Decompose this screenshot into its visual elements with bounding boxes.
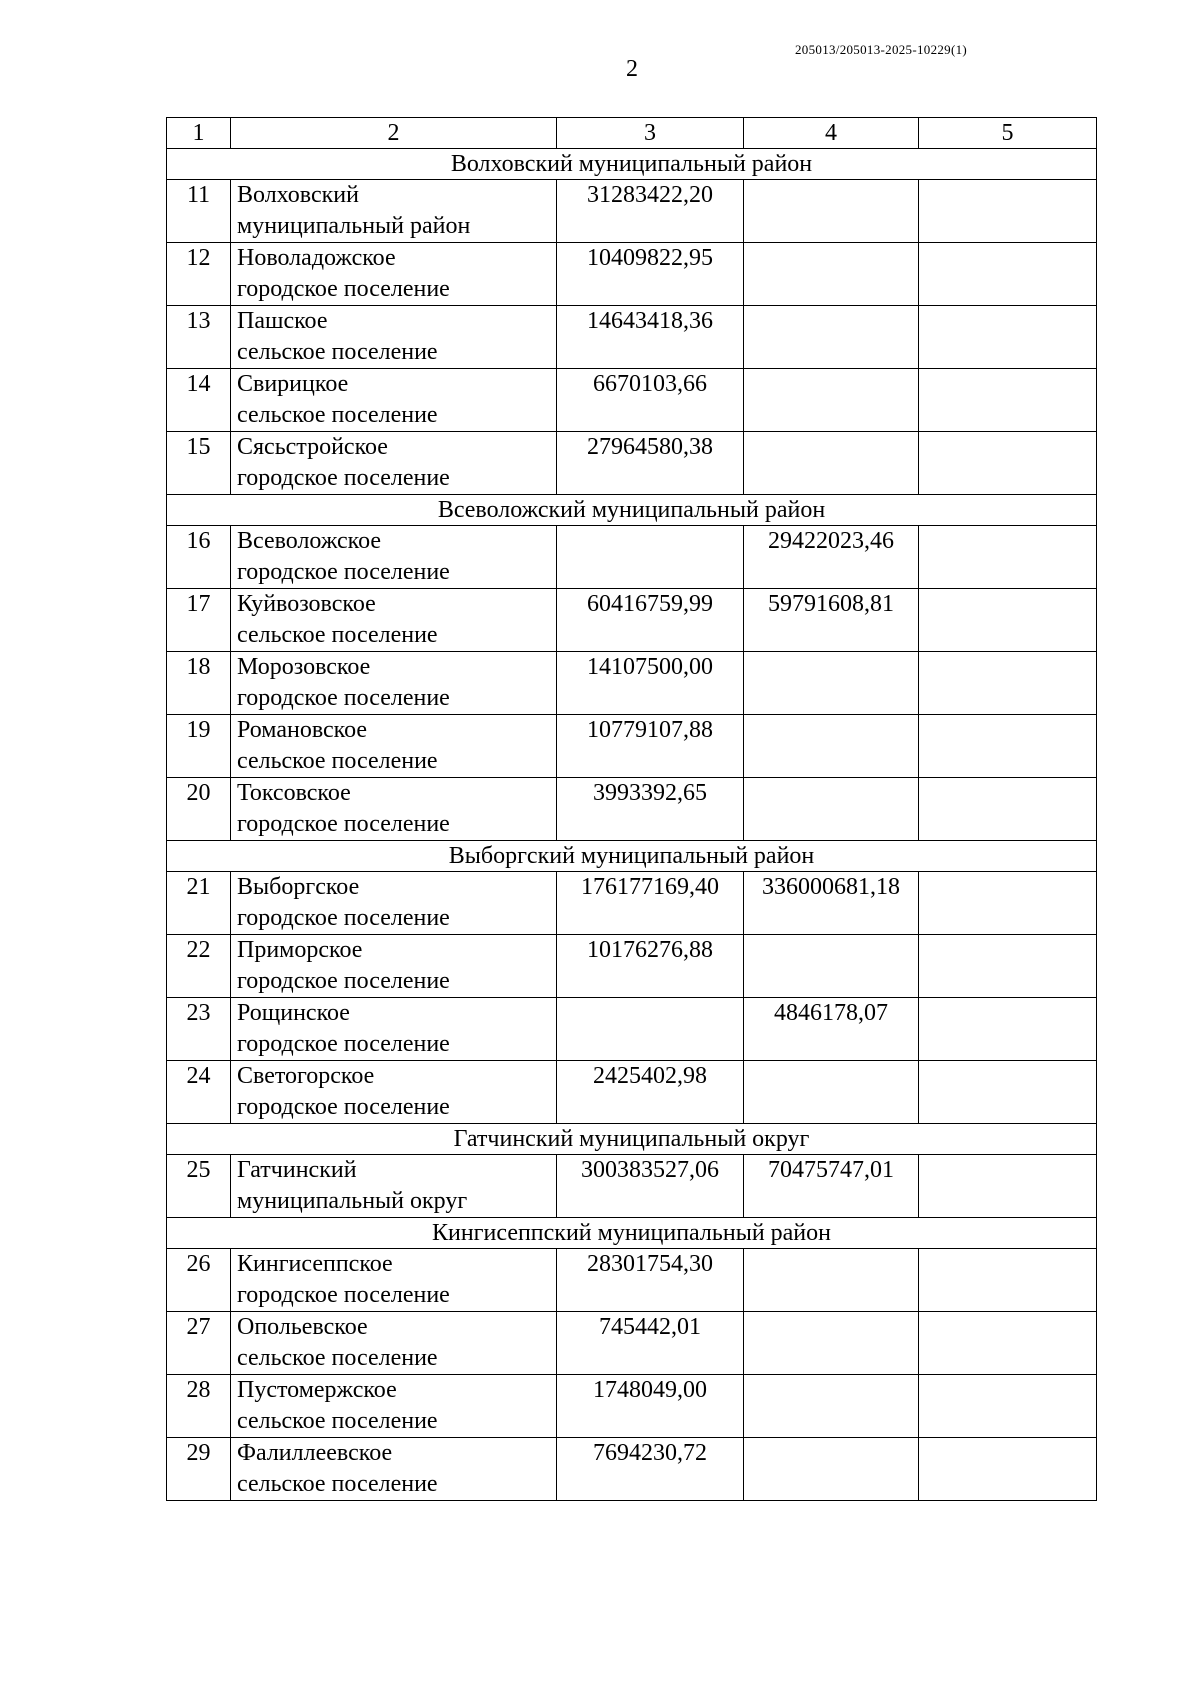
municipality-name-cell (231, 1312, 557, 1375)
amount-column-3-cell: 1748049,00 (557, 1375, 744, 1438)
municipality-name-cell (231, 1061, 557, 1124)
municipality-name-cell (231, 369, 557, 432)
municipality-name: Пашское (237, 308, 328, 334)
amount-column-3-cell: 10779107,88 (557, 715, 744, 778)
amount-column-5-cell (919, 306, 1097, 369)
table-row (167, 306, 1097, 369)
municipality-type: городское поселение (237, 559, 450, 585)
amount-column-5-cell (919, 715, 1097, 778)
municipality-name: Опольевское (237, 1314, 368, 1340)
amount-column-5-cell (919, 652, 1097, 715)
municipality-name-cell (231, 998, 557, 1061)
amount-column-5-cell (919, 935, 1097, 998)
amount-column-4-cell (744, 432, 919, 495)
municipality-name-cell (231, 589, 557, 652)
municipality-type: муниципальный район (237, 213, 471, 239)
amount-column-4-cell (744, 306, 919, 369)
municipality-type: сельское поселение (237, 1471, 438, 1497)
amount-column-5-cell (919, 1061, 1097, 1124)
amount-column-3-cell: 60416759,99 (557, 589, 744, 652)
municipality-name: Приморское (237, 937, 363, 963)
table-row (167, 432, 1097, 495)
municipality-name-cell (231, 715, 557, 778)
amount-column-5-cell (919, 369, 1097, 432)
municipality-name-cell (231, 872, 557, 935)
table-row (167, 1312, 1097, 1375)
amount-column-4-cell (744, 243, 919, 306)
amount-column-5-cell (919, 432, 1097, 495)
table-row (167, 369, 1097, 432)
table-row (167, 998, 1097, 1061)
municipality-name: Кингисеппское (237, 1251, 393, 1277)
amount-column-4-cell (744, 935, 919, 998)
amount-column-3-cell: 14107500,00 (557, 652, 744, 715)
municipality-name-cell (231, 935, 557, 998)
district-title: Всеволожский муниципальный район (167, 495, 1097, 526)
municipality-name: Рощинское (237, 1000, 350, 1026)
table-row (167, 1249, 1097, 1312)
amount-column-4-cell (744, 778, 919, 841)
municipality-name: Новоладожское (237, 245, 396, 271)
municipality-type: сельское поселение (237, 1408, 438, 1434)
amount-column-5-cell (919, 1312, 1097, 1375)
amount-column-3-cell (557, 998, 744, 1061)
column-header-3: 3 (557, 118, 744, 149)
amount-column-3-cell: 6670103,66 (557, 369, 744, 432)
column-number-header-row (167, 118, 1097, 149)
municipality-name: Сясьстройское (237, 434, 388, 460)
table-row (167, 715, 1097, 778)
row-number-cell: 19 (167, 715, 231, 778)
municipality-type: сельское поселение (237, 748, 438, 774)
municipality-name: Светогорское (237, 1063, 375, 1089)
municipality-name-cell (231, 1249, 557, 1312)
amount-column-3-cell: 2425402,98 (557, 1061, 744, 1124)
amount-column-3-cell: 300383527,06 (557, 1155, 744, 1218)
amount-column-4-cell: 336000681,18 (744, 872, 919, 935)
district-title: Волховский муниципальный район (167, 149, 1097, 180)
row-number-cell: 12 (167, 243, 231, 306)
amount-column-4-cell (744, 1312, 919, 1375)
municipality-name: Всеволожское (237, 528, 382, 554)
table-row (167, 589, 1097, 652)
amount-column-5-cell (919, 998, 1097, 1061)
district-title: Выборгский муниципальный район (167, 841, 1097, 872)
municipality-type: сельское поселение (237, 402, 438, 428)
municipality-type: городское поселение (237, 1031, 450, 1057)
municipality-name: Пустомержское (237, 1377, 397, 1403)
municipality-type: городское поселение (237, 465, 450, 491)
amount-column-3-cell: 3993392,65 (557, 778, 744, 841)
row-number-cell: 21 (167, 872, 231, 935)
district-group-row (167, 1218, 1097, 1249)
allocation-table (166, 117, 1097, 1501)
table-row (167, 243, 1097, 306)
municipality-name-cell (231, 1375, 557, 1438)
row-number-cell: 24 (167, 1061, 231, 1124)
amount-column-4-cell: 70475747,01 (744, 1155, 919, 1218)
row-number-cell: 14 (167, 369, 231, 432)
amount-column-5-cell (919, 243, 1097, 306)
municipality-name-cell (231, 1155, 557, 1218)
table-row (167, 526, 1097, 589)
municipality-type: городское поселение (237, 1282, 450, 1308)
municipality-type: муниципальный округ (237, 1188, 468, 1214)
table-row (167, 652, 1097, 715)
municipality-type: городское поселение (237, 811, 450, 837)
municipality-name-cell (231, 1438, 557, 1501)
table-row (167, 1375, 1097, 1438)
amount-column-4-cell (744, 1375, 919, 1438)
amount-column-4-cell (744, 652, 919, 715)
district-title: Гатчинский муниципальный округ (167, 1124, 1097, 1155)
municipality-name: Токсовское (237, 780, 351, 806)
row-number-cell: 16 (167, 526, 231, 589)
municipality-type: городское поселение (237, 685, 450, 711)
row-number-cell: 26 (167, 1249, 231, 1312)
row-number-cell: 28 (167, 1375, 231, 1438)
municipality-name: Морозовское (237, 654, 371, 680)
municipality-name-cell (231, 432, 557, 495)
municipality-name: Романовское (237, 717, 368, 743)
district-group-row (167, 841, 1097, 872)
column-header-2: 2 (231, 118, 557, 149)
amount-column-3-cell: 28301754,30 (557, 1249, 744, 1312)
municipality-name-cell (231, 778, 557, 841)
row-number-cell: 25 (167, 1155, 231, 1218)
table-row (167, 935, 1097, 998)
municipality-type: городское поселение (237, 905, 450, 931)
district-group-row (167, 495, 1097, 526)
amount-column-5-cell (919, 526, 1097, 589)
column-header-1: 1 (167, 118, 231, 149)
amount-column-3-cell: 27964580,38 (557, 432, 744, 495)
row-number-cell: 29 (167, 1438, 231, 1501)
municipality-name-cell (231, 652, 557, 715)
amount-column-4-cell: 4846178,07 (744, 998, 919, 1061)
district-title: Кингисеппский муниципальный район (167, 1218, 1097, 1249)
amount-column-5-cell (919, 1375, 1097, 1438)
amount-column-3-cell: 10409822,95 (557, 243, 744, 306)
page-number: 2 (626, 56, 638, 82)
amount-column-3-cell (557, 526, 744, 589)
municipality-type: городское поселение (237, 276, 450, 302)
table-row (167, 778, 1097, 841)
municipality-name: Волховский (237, 182, 359, 208)
municipality-name-cell (231, 526, 557, 589)
district-group-row (167, 1124, 1097, 1155)
amount-column-5-cell (919, 180, 1097, 243)
row-number-cell: 27 (167, 1312, 231, 1375)
amount-column-5-cell (919, 778, 1097, 841)
amount-column-3-cell: 745442,01 (557, 1312, 744, 1375)
row-number-cell: 17 (167, 589, 231, 652)
municipality-name: Гатчинский (237, 1157, 357, 1183)
amount-column-4-cell: 59791608,81 (744, 589, 919, 652)
amount-column-4-cell (744, 1061, 919, 1124)
amount-column-5-cell (919, 1155, 1097, 1218)
row-number-cell: 20 (167, 778, 231, 841)
district-group-row (167, 149, 1097, 180)
municipality-type: сельское поселение (237, 339, 438, 365)
amount-column-4-cell (744, 369, 919, 432)
municipality-name-cell (231, 243, 557, 306)
amount-column-4-cell (744, 1249, 919, 1312)
amount-column-3-cell: 10176276,88 (557, 935, 744, 998)
municipality-name: Куйвозовское (237, 591, 376, 617)
amount-column-4-cell: 29422023,46 (744, 526, 919, 589)
municipality-name: Фалиллеевское (237, 1440, 393, 1466)
municipality-name: Свирицкое (237, 371, 349, 397)
amount-column-3-cell: 176177169,40 (557, 872, 744, 935)
row-number-cell: 11 (167, 180, 231, 243)
municipality-type: городское поселение (237, 968, 450, 994)
amount-column-3-cell: 14643418,36 (557, 306, 744, 369)
amount-column-5-cell (919, 1438, 1097, 1501)
row-number-cell: 22 (167, 935, 231, 998)
column-header-5: 5 (919, 118, 1097, 149)
amount-column-5-cell (919, 1249, 1097, 1312)
table-row (167, 872, 1097, 935)
column-header-4: 4 (744, 118, 919, 149)
municipality-name-cell (231, 180, 557, 243)
municipality-name-cell (231, 306, 557, 369)
table-row (167, 1155, 1097, 1218)
amount-column-4-cell (744, 715, 919, 778)
amount-column-5-cell (919, 589, 1097, 652)
row-number-cell: 23 (167, 998, 231, 1061)
amount-column-5-cell (919, 872, 1097, 935)
municipality-type: сельское поселение (237, 1345, 438, 1371)
table-row (167, 180, 1097, 243)
row-number-cell: 15 (167, 432, 231, 495)
amount-column-4-cell (744, 180, 919, 243)
municipality-type: сельское поселение (237, 622, 438, 648)
row-number-cell: 18 (167, 652, 231, 715)
amount-column-4-cell (744, 1438, 919, 1501)
municipality-name: Выборгское (237, 874, 360, 900)
table-row (167, 1438, 1097, 1501)
table-body (167, 118, 1097, 1501)
table-row (167, 1061, 1097, 1124)
municipality-type: городское поселение (237, 1094, 450, 1120)
amount-column-3-cell: 7694230,72 (557, 1438, 744, 1501)
row-number-cell: 13 (167, 306, 231, 369)
amount-column-3-cell: 31283422,20 (557, 180, 744, 243)
document-id: 205013/205013-2025-10229(1) (795, 42, 968, 57)
